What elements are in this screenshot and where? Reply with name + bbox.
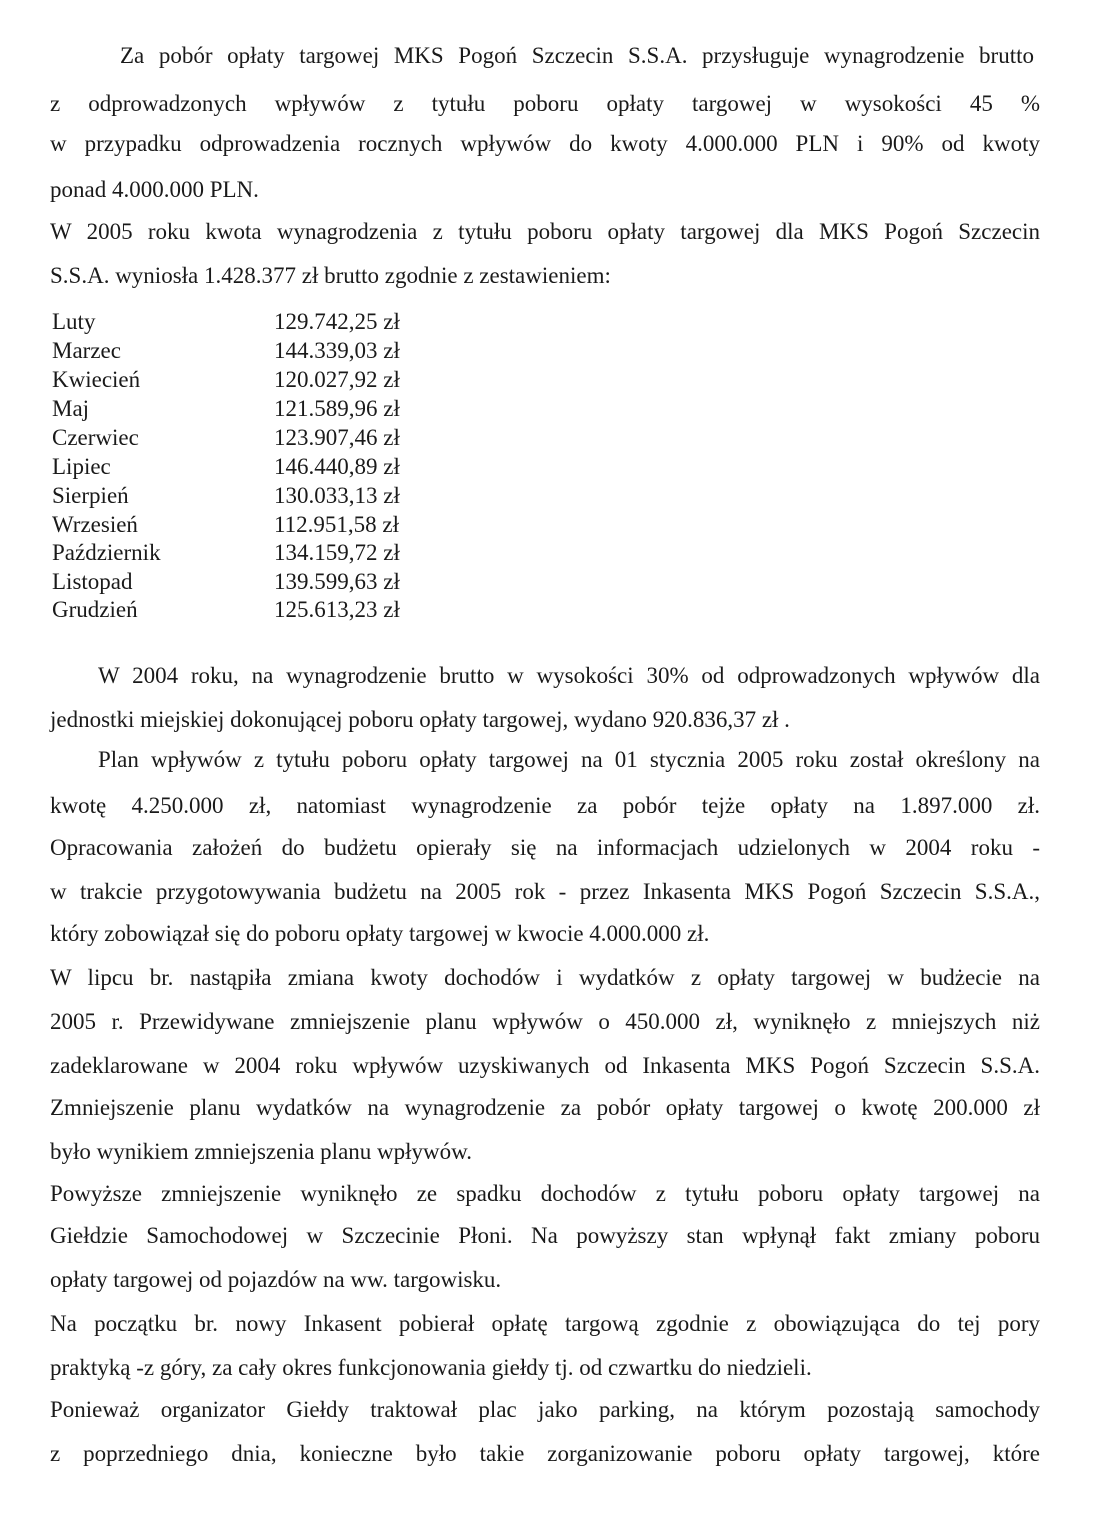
- table-row: [52, 482, 432, 510]
- paragraph-8-line-1: Ponieważ organizator Giełdy traktował plac jako parking, na którym pozostają samochody: [50, 1397, 1040, 1422]
- month-amount: 144.339,03 zł: [274, 338, 400, 363]
- paragraph-1-line-3: w przypadku odprowadzenia rocznych wpływów do kwoty 4.000.000 PLN i 90% od kwoty: [50, 131, 1040, 156]
- paragraph-1-line-2: z odprowadzonych wpływów z tytułu poboru opłaty targowej w wysokości 45 %: [50, 91, 1040, 116]
- month-label: Grudzień: [52, 597, 138, 622]
- paragraph-5-line-5: było wynikiem zmniejszenia planu wpływów.: [50, 1139, 473, 1164]
- paragraph-4-line-5: który zobowiązał się do poboru opłaty targowej w kwocie 4.000.000 zł.: [50, 921, 710, 946]
- month-label: Luty: [52, 309, 96, 334]
- paragraph-7-line-1: Na początku br. nowy Inkasent pobierał opłatę targową zgodnie z obowiązująca do tej pory: [50, 1311, 1040, 1336]
- table-row: [52, 511, 432, 539]
- month-label: Sierpień: [52, 483, 129, 508]
- paragraph-1-line-1: Za pobór opłaty targowej MKS Pogoń Szczecin S.S.A. przysługuje wynagrodzenie brutto: [120, 43, 1034, 68]
- paragraph-3-line-2: jednostki miejskiej dokonującej poboru opłaty targowej, wydano 920.836,37 zł .: [50, 707, 790, 732]
- table-row: [52, 308, 432, 336]
- paragraph-5-line-2: 2005 r. Przewidywane zmniejszenie planu wpływów o 450.000 zł, wyniknęło z mniejszych niż: [50, 1009, 1040, 1034]
- month-amount: 139.599,63 zł: [274, 569, 400, 594]
- paragraph-3-line-1: W 2004 roku, na wynagrodzenie brutto w wysokości 30% od odprowadzonych wpływów dla: [98, 663, 1040, 688]
- month-label: Marzec: [52, 338, 121, 363]
- month-amount: 112.951,58 zł: [274, 512, 399, 537]
- table-row: [52, 337, 432, 365]
- month-amount: 134.159,72 zł: [274, 540, 400, 565]
- table-row: [52, 568, 432, 596]
- paragraph-6-line-2: Giełdzie Samochodowej w Szczecinie Płoni. Na powyższy stan wpłynął fakt zmiany poboru: [50, 1223, 1040, 1248]
- paragraph-4-line-1: Plan wpływów z tytułu poboru opłaty targowej na 01 stycznia 2005 roku został określony na: [98, 747, 1040, 772]
- paragraph-5-line-3: zadeklarowane w 2004 roku wpływów uzyskiwanych od Inkasenta MKS Pogoń Szczecin S.S.A.: [50, 1053, 1040, 1078]
- month-amount: 125.613,23 zł: [274, 597, 400, 622]
- month-amount: 129.742,25 zł: [274, 309, 400, 334]
- month-label: Wrzesień: [52, 512, 138, 537]
- paragraph-8-line-2: z poprzedniego dnia, konieczne było takie zorganizowanie poboru opłaty targowej, które: [50, 1441, 1040, 1466]
- month-amount: 130.033,13 zł: [274, 483, 400, 508]
- table-row: [52, 395, 432, 423]
- table-row: [52, 539, 432, 567]
- paragraph-2-line-1: W 2005 roku kwota wynagrodzenia z tytułu poboru opłaty targowej dla MKS Pogoń Szczecin: [50, 219, 1040, 244]
- month-label: Maj: [52, 396, 90, 421]
- table-row: [52, 424, 432, 452]
- month-amount: 121.589,96 zł: [274, 396, 400, 421]
- paragraph-4-line-2: kwotę 4.250.000 zł, natomiast wynagrodzenie za pobór tejże opłaty na 1.897.000 zł.: [50, 793, 1040, 818]
- month-label: Czerwiec: [52, 425, 139, 450]
- paragraph-1-line-4: ponad 4.000.000 PLN.: [50, 177, 259, 202]
- paragraph-2-line-2: S.S.A. wyniosła 1.428.377 zł brutto zgodnie z zestawieniem:: [50, 263, 611, 288]
- month-label: Październik: [52, 540, 161, 565]
- table-row: [52, 366, 432, 394]
- month-label: Lipiec: [52, 454, 111, 479]
- paragraph-4-line-3: Opracowania założeń do budżetu opierały się na informacjach udzielonych w 2004 roku -: [50, 835, 1040, 860]
- month-amount: 146.440,89 zł: [274, 454, 400, 479]
- table-row: [52, 596, 432, 624]
- month-amount: 120.027,92 zł: [274, 367, 400, 392]
- paragraph-7-line-2: praktyką -z góry, za cały okres funkcjonowania giełdy tj. od czwartku do niedzieli.: [50, 1355, 812, 1380]
- month-label: Kwiecień: [52, 367, 141, 392]
- paragraph-6-line-3: opłaty targowej od pojazdów na ww. targowisku.: [50, 1267, 502, 1292]
- paragraph-4-line-4: w trakcie przygotowywania budżetu na 2005 rok - przez Inkasenta MKS Pogoń Szczecin S.S.A.,: [50, 879, 1040, 904]
- month-label: Listopad: [52, 569, 133, 594]
- table-row: [52, 453, 432, 481]
- paragraph-5-line-4: Zmniejszenie planu wydatków na wynagrodzenie za pobór opłaty targowej o kwotę 200.000 zł: [50, 1095, 1040, 1120]
- paragraph-6-line-1: Powyższe zmniejszenie wyniknęło ze spadku dochodów z tytułu poboru opłaty targowej na: [50, 1181, 1040, 1206]
- month-amount: 123.907,46 zł: [274, 425, 400, 450]
- paragraph-5-line-1: W lipcu br. nastąpiła zmiana kwoty dochodów i wydatków z opłaty targowej w budżecie na: [50, 965, 1040, 990]
